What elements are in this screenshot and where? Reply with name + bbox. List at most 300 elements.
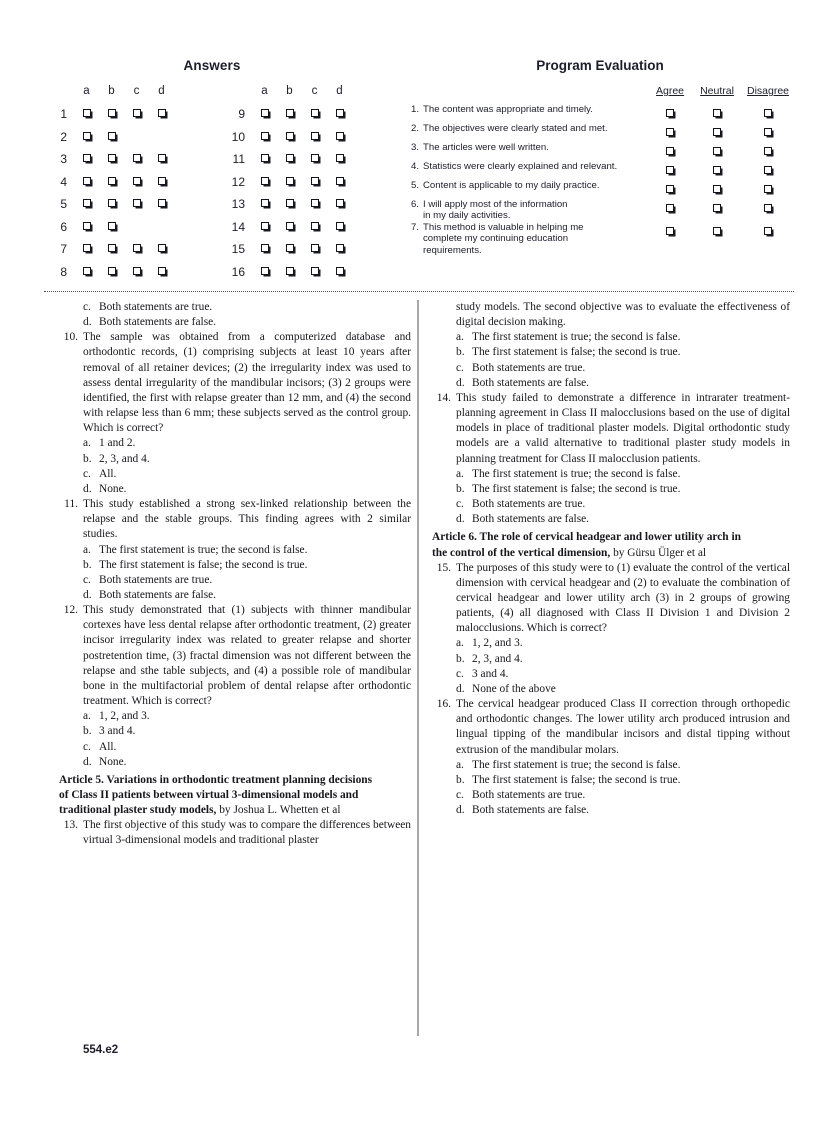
eval-checkbox-cell-2-agree[interactable] <box>648 123 692 142</box>
choice-letter: b. <box>456 346 465 359</box>
article-6-byline: by Gürsu Ülger et al <box>610 546 707 559</box>
answer-cell-12-c[interactable] <box>302 173 327 191</box>
answer-cell-3-b[interactable] <box>99 150 124 168</box>
question-number: 12. <box>63 604 78 617</box>
answer-cell-7-b[interactable] <box>99 240 124 258</box>
choice-item <box>59 467 411 482</box>
choice-item <box>432 330 790 345</box>
eval-question-text <box>423 180 648 191</box>
answer-cell-6-c <box>124 218 149 236</box>
answer-cell-1-c[interactable] <box>124 105 149 123</box>
choice-text: None. <box>99 755 127 768</box>
checkbox-icon[interactable] <box>311 109 319 117</box>
checkbox-icon[interactable] <box>336 222 344 230</box>
checkbox-icon[interactable] <box>311 199 319 207</box>
checkbox-icon[interactable] <box>108 199 116 207</box>
answer-cell-11-a[interactable] <box>252 150 277 168</box>
answer-row-number: 9 <box>238 107 245 122</box>
page-number: 554.e2 <box>83 1044 119 1056</box>
choice-text: The first statement is false; the second is true. <box>99 558 308 571</box>
choice-text: The first statement is true; the second is false. <box>472 331 681 344</box>
answer-row-15 <box>222 238 382 261</box>
eval-question-number: 3. <box>410 142 419 153</box>
choice-letter: c. <box>83 573 91 586</box>
eval-checkbox-cell-3-disagree[interactable] <box>742 142 794 161</box>
choice-text: The first statement is true; the second is false. <box>99 543 308 556</box>
program-evaluation-title: Program Evaluation <box>536 58 664 73</box>
answer-cell-1-d[interactable] <box>149 105 174 123</box>
choice-item <box>59 482 411 497</box>
answer-cell-8-b[interactable] <box>99 263 124 281</box>
eval-checkbox-cell-4-agree[interactable] <box>648 161 692 180</box>
choice-item <box>59 300 411 315</box>
question-number: 16. <box>436 698 451 711</box>
article-5-line-1: Article 5. Variations in orthodontic treatment planning decisions <box>59 773 373 786</box>
answer-cell-5-c[interactable] <box>124 195 149 213</box>
checkbox-icon[interactable] <box>336 177 344 185</box>
answer-cell-12-b[interactable] <box>277 173 302 191</box>
choice-letter: a. <box>83 710 91 723</box>
checkbox-icon[interactable] <box>261 199 269 207</box>
answers-grids <box>44 82 404 283</box>
orphan-choices-group <box>59 300 411 330</box>
eval-row-2 <box>408 123 808 142</box>
choice-item <box>59 755 411 770</box>
choice-text: 1, 2, and 3. <box>99 710 150 723</box>
checkbox-icon[interactable] <box>311 132 319 140</box>
checkbox-icon[interactable] <box>133 267 141 275</box>
eval-row-7 <box>408 222 808 256</box>
answer-cell-14-c[interactable] <box>302 218 327 236</box>
answer-cell-16-b[interactable] <box>277 263 302 281</box>
question-13-choices <box>432 330 790 391</box>
checkbox-icon[interactable] <box>713 227 721 235</box>
answer-cell-12-a[interactable] <box>252 173 277 191</box>
answer-row-number: 8 <box>60 264 67 279</box>
checkbox-icon[interactable] <box>133 199 141 207</box>
eval-checkbox-cell-7-agree[interactable] <box>648 222 692 241</box>
answer-cell-8-d[interactable] <box>149 263 174 281</box>
article-5-line-3: traditional plaster study models, <box>59 804 217 817</box>
article-6-heading <box>432 527 790 560</box>
checkbox-icon[interactable] <box>311 267 319 275</box>
choice-item <box>59 724 411 739</box>
article-5-byline: by Joshua L. Whetten et al <box>216 804 341 817</box>
checkbox-icon[interactable] <box>336 109 344 117</box>
answer-cell-11-c[interactable] <box>302 150 327 168</box>
checkbox-icon[interactable] <box>336 267 344 275</box>
question-text: The purposes of this study were to (1) evaluate the control of the vertical dimension with cervical headgear and (2) to evaluate the combination of cervical headgear and lower utility arch (3) in 2 groups of growing patients, (4) all diagnosed with Class II Division 1 and Division 2 malocclusions. Which is correct? <box>456 561 790 635</box>
answer-cell-6-a[interactable] <box>74 218 99 236</box>
eval-question-line: Content is applicable to my daily practice. <box>423 180 600 191</box>
question-text-continued: study models. The second objective was to evaluate the effectiveness of digital decision making. <box>456 301 790 329</box>
answer-row-number: 15 <box>231 242 245 257</box>
answer-cell-14-d[interactable] <box>327 218 352 236</box>
answer-cell-6-d <box>149 218 174 236</box>
answer-cell-11-d[interactable] <box>327 150 352 168</box>
answer-cell-15-a[interactable] <box>252 240 277 258</box>
answer-cell-1-b[interactable] <box>99 105 124 123</box>
question-number: 13. <box>63 819 78 832</box>
choice-text: None. <box>99 482 127 495</box>
checkbox-icon[interactable] <box>286 177 294 185</box>
empty-cell <box>133 133 141 141</box>
checkbox-icon[interactable] <box>83 109 91 117</box>
checkbox-icon[interactable] <box>764 166 772 174</box>
answer-cell-10-b[interactable] <box>277 128 302 146</box>
eval-checkbox-cell-2-disagree[interactable] <box>742 123 794 142</box>
checkbox-icon[interactable] <box>83 177 91 185</box>
answer-row-number: 1 <box>60 107 67 122</box>
answer-cell-11-b[interactable] <box>277 150 302 168</box>
choice-text: Both statements are false. <box>472 804 590 817</box>
right-text-column <box>432 300 790 818</box>
checkbox-icon[interactable] <box>133 177 141 185</box>
question-number: 14. <box>436 391 451 404</box>
choice-text: The first statement is true; the second is false. <box>472 758 681 771</box>
choice-text: Both statements are true. <box>472 361 586 374</box>
checkbox-icon[interactable] <box>261 244 269 252</box>
checkbox-icon[interactable] <box>108 222 116 230</box>
answers-section <box>44 58 404 283</box>
eval-question-1 <box>408 104 648 115</box>
question-12-choices <box>59 709 411 770</box>
eval-question-line: in my daily activities. <box>423 210 511 222</box>
checkbox-icon[interactable] <box>336 132 344 140</box>
answer-cell-14-b[interactable] <box>277 218 302 236</box>
choice-text: 1, 2, and 3. <box>472 637 523 650</box>
answer-cell-6-b[interactable] <box>99 218 124 236</box>
answer-cell-7-a[interactable] <box>74 240 99 258</box>
checkbox-icon[interactable] <box>261 177 269 185</box>
checkbox-icon[interactable] <box>261 109 269 117</box>
answers-grid-left <box>44 82 222 283</box>
checkbox-icon[interactable] <box>666 109 674 117</box>
choice-letter: d. <box>456 376 465 389</box>
choice-text: The first statement is true; the second is false. <box>472 467 681 480</box>
checkbox-icon[interactable] <box>158 154 166 162</box>
question-text: This study failed to demonstrate a difference in intrarater treatment-planning agreement in Class II malocclusions based on the use of digital models in place of traditional plaster models. Digital orthodontic study models are a valid alternative to traditional plaster study models in planning treatment for Class II malocclusion patients. <box>456 391 790 465</box>
answer-row-number: 2 <box>60 129 67 144</box>
eval-question-text <box>423 142 648 153</box>
answers-rows-left <box>44 103 222 283</box>
answer-cell-10-d[interactable] <box>327 128 352 146</box>
question-number: 15. <box>436 561 451 574</box>
answer-cell-3-d[interactable] <box>149 150 174 168</box>
choice-item <box>59 573 411 588</box>
choice-item <box>432 667 790 682</box>
choice-letter: a. <box>456 637 464 650</box>
choice-item <box>432 636 790 651</box>
answer-cell-7-c[interactable] <box>124 240 149 258</box>
checkbox-icon[interactable] <box>764 204 772 212</box>
eval-checkbox-cell-2-neutral[interactable] <box>692 123 742 142</box>
choice-item <box>432 345 790 360</box>
choice-item <box>59 709 411 724</box>
choice-item <box>59 543 411 558</box>
choice-item <box>59 315 411 330</box>
choice-letter: b. <box>83 558 92 571</box>
checkbox-icon[interactable] <box>83 199 91 207</box>
question-text: The sample was obtained from a computerized database and orthodontic records, (1) comprising subjects at least 10 years after removal of all retainer devices; (2) the irregularity index was used to assess dental irregularity of the mandibular incisors; (3) 2 groups were identified, the first with relapse greater than 12 mm, and (4) the second with relapse less than 6 mm; these subjects served as the control group. Which is correct? <box>83 331 411 435</box>
answer-row-number: 10 <box>231 129 245 144</box>
eval-question-text <box>423 199 648 222</box>
checkbox-icon[interactable] <box>666 166 674 174</box>
answer-cell-15-c[interactable] <box>302 240 327 258</box>
checkbox-icon[interactable] <box>713 128 721 136</box>
checkbox-icon[interactable] <box>158 109 166 117</box>
answer-cell-8-c[interactable] <box>124 263 149 281</box>
checkbox-icon[interactable] <box>108 244 116 252</box>
answer-cell-4-b[interactable] <box>99 173 124 191</box>
checkbox-icon[interactable] <box>83 132 91 140</box>
choice-letter: d. <box>456 513 465 526</box>
eval-checkbox-cell-3-agree[interactable] <box>648 142 692 161</box>
question-13 <box>59 818 411 848</box>
choice-letter: b. <box>83 725 92 738</box>
checkbox-icon[interactable] <box>764 227 772 235</box>
eval-question-text <box>423 123 648 134</box>
answers-header-row-left <box>44 82 222 100</box>
checkbox-icon[interactable] <box>666 185 674 193</box>
checkbox-icon[interactable] <box>261 132 269 140</box>
checkbox-icon[interactable] <box>108 132 116 140</box>
answer-cell-15-b[interactable] <box>277 240 302 258</box>
eval-checkbox-cell-5-agree[interactable] <box>648 180 692 199</box>
vertical-column-divider <box>417 300 419 1036</box>
choice-letter: d. <box>83 755 92 768</box>
eval-question-number: 5. <box>410 180 419 191</box>
question-number: 11. <box>64 498 78 511</box>
checkbox-icon[interactable] <box>261 267 269 275</box>
checkbox-icon[interactable] <box>713 147 721 155</box>
checkbox-icon[interactable] <box>158 267 166 275</box>
checkbox-icon[interactable] <box>261 222 269 230</box>
checkbox-icon[interactable] <box>764 185 772 193</box>
answers-title: Answers <box>183 58 241 73</box>
checkbox-icon[interactable] <box>286 109 294 117</box>
answer-cell-13-b[interactable] <box>277 195 302 213</box>
answer-cell-14-a[interactable] <box>252 218 277 236</box>
choice-letter: a. <box>456 467 464 480</box>
checkbox-icon[interactable] <box>286 199 294 207</box>
eval-checkbox-cell-5-disagree[interactable] <box>742 180 794 199</box>
checkbox-icon[interactable] <box>83 244 91 252</box>
question-11-choices <box>59 543 411 604</box>
answer-cell-16-c[interactable] <box>302 263 327 281</box>
answer-row-3 <box>44 148 222 171</box>
eval-question-line: Statistics were clearly explained and relevant. <box>423 161 618 172</box>
choice-text: The first statement is false; the second is true. <box>472 773 681 786</box>
eval-question-line: The content was appropriate and timely. <box>423 104 593 115</box>
eval-header-agree: Agree <box>655 85 685 97</box>
eval-checkbox-cell-7-neutral[interactable] <box>692 222 742 241</box>
answer-cell-16-a[interactable] <box>252 263 277 281</box>
choice-letter: c. <box>83 740 91 753</box>
choice-letter: a. <box>456 331 464 344</box>
answer-cell-13-c[interactable] <box>302 195 327 213</box>
checkbox-icon[interactable] <box>286 222 294 230</box>
checkbox-icon[interactable] <box>311 154 319 162</box>
checkbox-icon[interactable] <box>336 154 344 162</box>
choice-letter: d. <box>456 682 465 695</box>
choice-item <box>432 652 790 667</box>
eval-question-line: This method is valuable in helping me <box>423 221 584 233</box>
choice-text: Both statements are true. <box>472 498 586 511</box>
eval-question-line: I will apply most of the information <box>423 199 568 210</box>
program-evaluation-header-row <box>408 81 808 97</box>
answer-cell-9-d[interactable] <box>327 105 352 123</box>
answer-row-number: 12 <box>231 174 245 189</box>
answer-cell-9-b[interactable] <box>277 105 302 123</box>
answer-cell-16-d[interactable] <box>327 263 352 281</box>
answer-cell-13-d[interactable] <box>327 195 352 213</box>
empty-cell <box>133 223 141 231</box>
checkbox-icon[interactable] <box>286 154 294 162</box>
answer-row-13 <box>222 193 382 216</box>
checkbox-icon[interactable] <box>666 227 674 235</box>
choice-item <box>432 361 790 376</box>
choice-text: The first statement is false; the second is true. <box>472 482 681 495</box>
question-text: This study established a strong sex-linked relationship between the relapse and the stable groups. This finding agrees with 2 similar studies. <box>83 498 411 541</box>
checkbox-icon[interactable] <box>286 132 294 140</box>
eval-question-text <box>423 161 648 172</box>
answer-cell-4-c[interactable] <box>124 173 149 191</box>
answer-cell-13-a[interactable] <box>252 195 277 213</box>
eval-row-5 <box>408 180 808 199</box>
question-text: The first objective of this study was to compare the differences between virtual 3-dimensional models and traditional plaster <box>83 819 411 847</box>
answer-cell-3-c[interactable] <box>124 150 149 168</box>
answer-row-number: 3 <box>60 152 67 167</box>
checkbox-icon[interactable] <box>133 154 141 162</box>
answer-row-number: 7 <box>60 242 67 257</box>
question-16 <box>432 697 790 758</box>
checkbox-icon[interactable] <box>666 204 674 212</box>
eval-checkbox-cell-3-neutral[interactable] <box>692 142 742 161</box>
answer-cell-9-c[interactable] <box>302 105 327 123</box>
answer-row-14 <box>222 216 382 239</box>
left-text-column <box>59 300 411 849</box>
question-16-choices <box>432 758 790 819</box>
answers-col-d: d <box>158 85 165 97</box>
answer-row-6 <box>44 216 222 239</box>
choice-item <box>432 482 790 497</box>
answer-cell-15-d[interactable] <box>327 240 352 258</box>
answer-cell-4-a[interactable] <box>74 173 99 191</box>
checkbox-icon[interactable] <box>336 199 344 207</box>
checkbox-icon[interactable] <box>133 109 141 117</box>
eval-checkbox-cell-4-disagree[interactable] <box>742 161 794 180</box>
eval-checkbox-cell-4-neutral[interactable] <box>692 161 742 180</box>
question-text: This study demonstrated that (1) subjects with thinner mandibular cortexes have less dental relapse after orthodontic treatment, (2) greater incisor irregularity index was related to greater relapse and shorter postretention time, (3) fractal dimension was not different between the relapse and sthe table subjects, and (4) a possible role of mandibular bone in the multifactorial problem of dental relapse after orthodontic treatment. Which is correct? <box>83 604 411 708</box>
choice-item <box>432 788 790 803</box>
answer-row-number: 11 <box>232 152 245 167</box>
question-15 <box>432 561 790 637</box>
answer-cell-1-a[interactable] <box>74 105 99 123</box>
checkbox-icon[interactable] <box>311 177 319 185</box>
question-number: 10. <box>63 331 78 344</box>
eval-row-6 <box>408 199 808 222</box>
checkbox-icon[interactable] <box>311 244 319 252</box>
empty-cell <box>158 133 166 141</box>
answer-cell-2-a[interactable] <box>74 128 99 146</box>
checkbox-icon[interactable] <box>83 222 91 230</box>
checkbox-icon[interactable] <box>764 109 772 117</box>
checkbox-icon[interactable] <box>108 177 116 185</box>
checkbox-icon[interactable] <box>666 128 674 136</box>
checkbox-icon[interactable] <box>286 244 294 252</box>
eval-checkbox-cell-1-agree[interactable] <box>648 104 692 123</box>
eval-checkbox-cell-1-neutral[interactable] <box>692 104 742 123</box>
eval-checkbox-cell-6-agree[interactable] <box>648 199 692 218</box>
article-6-line-1: Article 6. The role of cervical headgear and lower utility arch in <box>432 531 741 544</box>
checkbox-icon[interactable] <box>158 199 166 207</box>
checkbox-icon[interactable] <box>713 166 721 174</box>
choice-text: 2, 3, and 4. <box>99 452 150 465</box>
checkbox-icon[interactable] <box>713 185 721 193</box>
answer-cell-12-d[interactable] <box>327 173 352 191</box>
checkbox-icon[interactable] <box>133 244 141 252</box>
checkbox-icon[interactable] <box>108 154 116 162</box>
answers-col-d: d <box>336 85 343 97</box>
answer-cell-2-b[interactable] <box>99 128 124 146</box>
answer-cell-3-a[interactable] <box>74 150 99 168</box>
choice-text: Both statements are false. <box>472 376 590 389</box>
answer-cell-9-a[interactable] <box>252 105 277 123</box>
checkbox-icon[interactable] <box>713 204 721 212</box>
answer-cell-10-c[interactable] <box>302 128 327 146</box>
answer-cell-4-d[interactable] <box>149 173 174 191</box>
eval-question-4 <box>408 161 648 172</box>
eval-checkbox-cell-1-disagree[interactable] <box>742 104 794 123</box>
answer-cell-5-d[interactable] <box>149 195 174 213</box>
checkbox-icon[interactable] <box>83 154 91 162</box>
choice-letter: c. <box>456 789 464 801</box>
eval-checkbox-cell-6-neutral[interactable] <box>692 199 742 218</box>
answer-cell-7-d[interactable] <box>149 240 174 258</box>
checkbox-icon[interactable] <box>108 109 116 117</box>
eval-checkbox-cell-6-disagree[interactable] <box>742 199 794 218</box>
eval-checkbox-cell-7-disagree[interactable] <box>742 222 794 241</box>
choice-letter: c. <box>83 467 91 480</box>
answer-row-number: 16 <box>231 264 245 279</box>
checkbox-icon[interactable] <box>261 154 269 162</box>
checkbox-icon[interactable] <box>83 267 91 275</box>
answer-cell-8-a[interactable] <box>74 263 99 281</box>
eval-question-number: 2. <box>410 123 419 134</box>
checkbox-icon[interactable] <box>666 147 674 155</box>
checkbox-icon[interactable] <box>764 147 772 155</box>
checkbox-icon[interactable] <box>286 267 294 275</box>
answer-cell-5-b[interactable] <box>99 195 124 213</box>
choice-letter: d. <box>456 804 465 817</box>
answer-row-10 <box>222 126 382 149</box>
checkbox-icon[interactable] <box>158 244 166 252</box>
answer-cell-5-a[interactable] <box>74 195 99 213</box>
checkbox-icon[interactable] <box>764 128 772 136</box>
answer-cell-10-a[interactable] <box>252 128 277 146</box>
eval-row-4 <box>408 161 808 180</box>
answers-col-b: b <box>108 85 115 97</box>
choice-text: Both statements are false. <box>99 316 217 329</box>
answer-row-5 <box>44 193 222 216</box>
checkbox-icon[interactable] <box>108 267 116 275</box>
checkbox-icon[interactable] <box>336 244 344 252</box>
checkbox-icon[interactable] <box>311 222 319 230</box>
checkbox-icon[interactable] <box>158 177 166 185</box>
checkbox-icon[interactable] <box>713 109 721 117</box>
eval-checkbox-cell-5-neutral[interactable] <box>692 180 742 199</box>
